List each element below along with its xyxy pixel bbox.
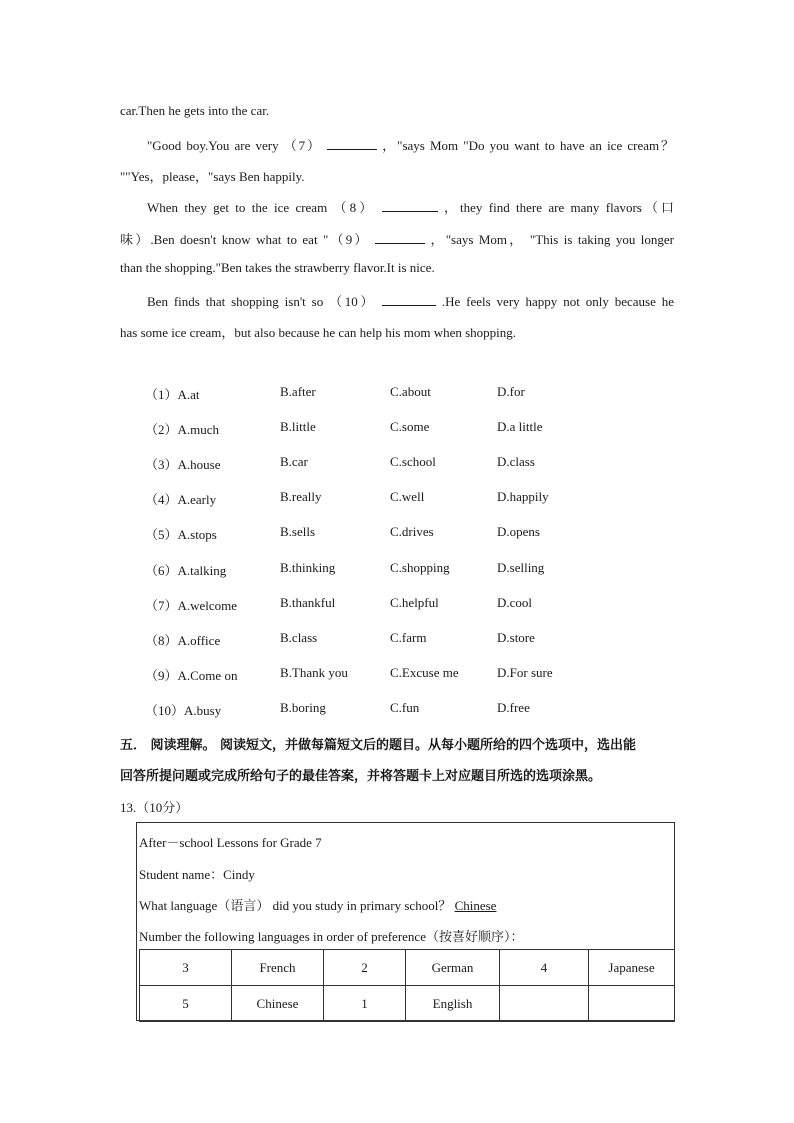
option-d[interactable]: D.free [497,700,530,715]
option-a[interactable]: （7）A.welcome [145,598,238,613]
option-row [145,454,665,476]
option-c[interactable]: C.farm [390,630,427,645]
rank-cell [500,986,589,1022]
passage-line: "Good boy.You are very （7） ，"says Mom "Do you want to have an ice cream？ [147,138,675,153]
passage-line: than the shopping."Ben takes the strawberry flavor.It is nice. [120,260,435,275]
answer-blank-7[interactable] [327,137,377,150]
language-cell: French [232,950,324,986]
option-row [145,384,665,406]
option-b[interactable]: B.little [280,419,316,434]
section-heading-line: 五． 阅读理解。 阅读短文，并做每篇短文后的题目。从每小题所给的四个选项中，选出能 [120,738,637,753]
option-b[interactable]: B.really [280,489,322,504]
passage-line: 味）.Ben doesn't know what to eat "（9） ，"says Mom， "This is taking you longer [120,232,675,247]
option-d[interactable]: D.opens [497,524,540,539]
language-question-line [139,895,496,914]
option-d[interactable]: D.selling [497,560,545,575]
option-c[interactable]: C.some [390,419,430,434]
option-c[interactable]: C.school [390,454,436,469]
passage-line: When they get to the ice cream （8） ，they find there are many flavors（口 [147,200,675,215]
option-row [145,560,665,582]
rank-cell: 5 [140,986,232,1022]
option-c[interactable]: C.shopping [390,560,450,575]
rank-cell: 3 [140,950,232,986]
passage-line: ""Yes，please，"says Ben happily. [120,169,305,184]
ranking-instruction: Number the following languages in order of preference（按喜好顺序）： [139,929,524,944]
preference-table [139,949,675,1022]
option-c[interactable]: C.well [390,489,425,504]
rank-cell: 1 [324,986,406,1022]
rank-cell: 2 [324,950,406,986]
option-b[interactable]: B.after [280,384,316,399]
lesson-form [136,822,675,1021]
option-c[interactable]: C.Excuse me [390,665,459,680]
option-a[interactable]: （6）A.talking [145,563,227,578]
option-b[interactable]: B.car [280,454,308,469]
passage-line: has some ice cream，but also because he can help his mom when shopping. [120,325,517,340]
option-b[interactable]: B.boring [280,700,326,715]
table-row [140,950,675,986]
answer-blank-10[interactable] [382,293,436,306]
option-row [145,524,665,546]
form-title: After－school Lessons for Grade 7 [139,835,322,850]
option-row [145,595,665,617]
passage-line: car.Then he gets into the car. [120,103,270,118]
option-d[interactable]: D.happily [497,489,549,504]
option-row [145,419,665,441]
answer-blank-9[interactable] [375,231,425,244]
option-a[interactable]: （1）A.at [145,387,200,402]
option-row [145,630,665,652]
section-heading [120,730,674,792]
option-d[interactable]: D.class [497,454,535,469]
answer-blank-8[interactable] [382,199,438,212]
option-a[interactable]: （5）A.stops [145,527,217,542]
section-heading-line: 回答所提问题或完成所给句子的最佳答案，并将答题卡上对应题目所选的选项涂黑。 [120,769,602,784]
option-d[interactable]: D.for [497,384,525,399]
option-d[interactable]: D.store [497,630,535,645]
language-cell: English [406,986,500,1022]
option-a[interactable]: （8）A.office [145,633,221,648]
option-d[interactable]: D.a little [497,419,543,434]
student-name: Student name：Cindy [139,867,255,882]
option-b[interactable]: B.thankful [280,595,336,610]
option-c[interactable]: C.drives [390,524,434,539]
language-answer: Chinese [454,898,497,913]
option-row [145,489,665,511]
option-a[interactable]: （2）A.much [145,422,220,437]
option-a[interactable]: （4）A.early [145,492,217,507]
option-b[interactable]: B.thinking [280,560,336,575]
language-question: What language（语言） did you study in primary school？ [139,898,452,913]
option-a[interactable]: （3）A.house [145,457,221,472]
language-cell: Chinese [232,986,324,1022]
option-c[interactable]: C.about [390,384,431,399]
option-b[interactable]: B.sells [280,524,316,539]
option-c[interactable]: C.fun [390,700,420,715]
language-cell: Japanese [589,950,675,986]
language-cell: German [406,950,500,986]
option-a[interactable]: （9）A.Come on [145,668,238,683]
option-b[interactable]: B.Thank you [280,665,348,680]
option-a[interactable]: （10）A.busy [145,703,222,718]
rank-cell: 4 [500,950,589,986]
passage-line: Ben finds that shopping isn't so （10） .He feels very happy not only because he [147,294,675,309]
option-d[interactable]: D.For sure [497,665,553,680]
language-cell [589,986,675,1022]
option-b[interactable]: B.class [280,630,318,645]
table-row [140,986,675,1022]
option-c[interactable]: C.helpful [390,595,439,610]
question-number: 13.（10分） [120,800,189,815]
option-row [145,700,665,722]
option-d[interactable]: D.cool [497,595,533,610]
option-row [145,665,665,687]
